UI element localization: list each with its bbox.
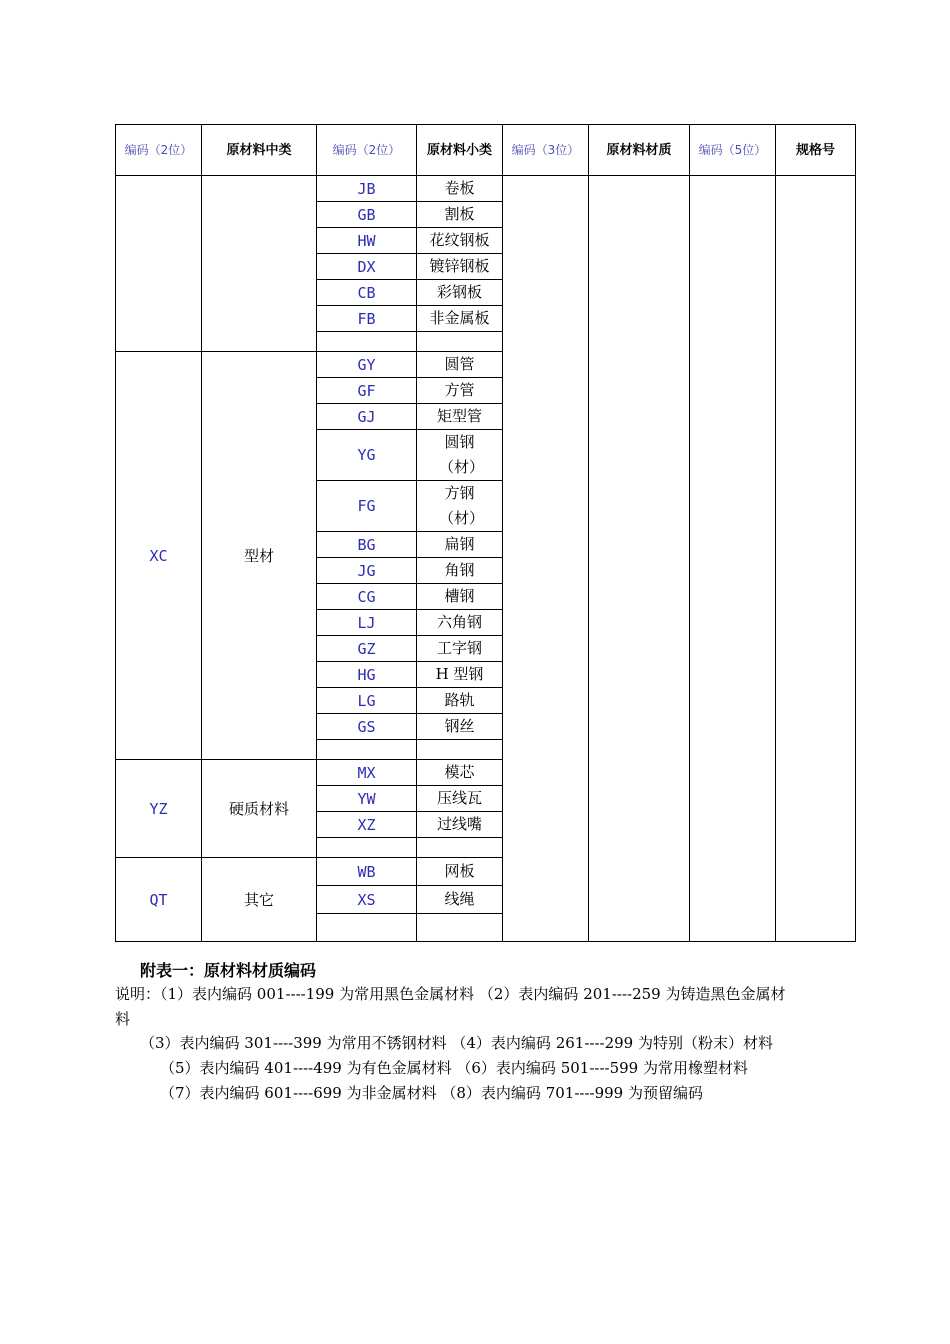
appendix-title: 附表一：原材料材质编码	[140, 961, 317, 980]
item-name: 槽钢	[417, 584, 503, 610]
appendix-line-4: （5）表内编码 401----499 为有色金属材料 （6）表内编码 501----599 为常用橡塑材料	[160, 1059, 748, 1077]
code-5-cell	[690, 176, 776, 942]
item-name: 方管	[417, 378, 503, 404]
item-code: HG	[317, 662, 417, 688]
item-code: LG	[317, 688, 417, 714]
item-name: 矩型管	[417, 404, 503, 430]
group-code	[116, 176, 202, 352]
item-name: 模芯	[417, 760, 503, 786]
item-code: FG	[317, 481, 417, 532]
group-code: QT	[116, 858, 202, 942]
group-code: YZ	[116, 760, 202, 858]
item-code: LJ	[317, 610, 417, 636]
item-name: 圆管	[417, 352, 503, 378]
item-name: 花纹钢板	[417, 228, 503, 254]
item-code: CG	[317, 584, 417, 610]
item-name: 压线瓦	[417, 786, 503, 812]
header-sub-category: 原材料小类	[417, 125, 503, 176]
item-name: 过线嘴	[417, 812, 503, 838]
item-name: 镀锌钢板	[417, 254, 503, 280]
item-code: YW	[317, 786, 417, 812]
header-material: 原材料材质	[589, 125, 690, 176]
header-code-3: 编码（3位）	[503, 125, 589, 176]
appendix-line-1: 说明：（1）表内编码 001----199 为常用黑色金属材料 （2）表内编码 201----259 为铸造黑色金属材	[115, 985, 786, 1003]
appendix-line-3: （3）表内编码 301----399 为常用不锈钢材料 （4）表内编码 261----299 为特别（粉末）材料	[140, 1034, 773, 1052]
item-code: GF	[317, 378, 417, 404]
group-name: 型材	[202, 352, 317, 760]
appendix-line-2: 料	[115, 1010, 131, 1028]
group-name	[202, 176, 317, 352]
group-code: XC	[116, 352, 202, 760]
material-cell	[589, 176, 690, 942]
header-spec: 规格号	[776, 125, 856, 176]
item-name: 方钢（材）	[417, 481, 503, 532]
item-name: 圆钢（材）	[417, 430, 503, 481]
item-code: MX	[317, 760, 417, 786]
item-code: XZ	[317, 812, 417, 838]
item-name: 钢丝	[417, 714, 503, 740]
item-name: 六角钢	[417, 610, 503, 636]
item-code: CB	[317, 280, 417, 306]
material-code-table	[115, 124, 856, 942]
header-code-2-sub: 编码（2位）	[317, 125, 417, 176]
item-code: WB	[317, 858, 417, 886]
item-code: GJ	[317, 404, 417, 430]
item-name: 彩钢板	[417, 280, 503, 306]
item-name: 割板	[417, 202, 503, 228]
item-code: FB	[317, 306, 417, 332]
item-name: 路轨	[417, 688, 503, 714]
table-row	[116, 176, 856, 202]
item-name: 网板	[417, 858, 503, 886]
header-code-2-mid: 编码（2位）	[116, 125, 202, 176]
item-code: BG	[317, 532, 417, 558]
appendix-line-5: （7）表内编码 601----699 为非金属材料 （8）表内编码 701----999 为预留编码	[160, 1084, 703, 1102]
header-mid-category: 原材料中类	[202, 125, 317, 176]
group-name: 其它	[202, 858, 317, 942]
item-code: GZ	[317, 636, 417, 662]
item-code: GB	[317, 202, 417, 228]
item-code: JG	[317, 558, 417, 584]
spec-cell	[776, 176, 856, 942]
item-name: 线绳	[417, 886, 503, 914]
item-code: GY	[317, 352, 417, 378]
item-name: 工字钢	[417, 636, 503, 662]
item-name: H 型钢	[417, 662, 503, 688]
material-code-cell	[503, 176, 589, 942]
item-code: DX	[317, 254, 417, 280]
item-name: 卷板	[417, 176, 503, 202]
item-code: HW	[317, 228, 417, 254]
item-code: XS	[317, 886, 417, 914]
item-code: GS	[317, 714, 417, 740]
item-name: 扁钢	[417, 532, 503, 558]
item-name: 非金属板	[417, 306, 503, 332]
header-row	[116, 125, 856, 176]
item-name: 角钢	[417, 558, 503, 584]
group-name: 硬质材料	[202, 760, 317, 858]
item-code: JB	[317, 176, 417, 202]
item-code: YG	[317, 430, 417, 481]
header-code-5: 编码（5位）	[690, 125, 776, 176]
